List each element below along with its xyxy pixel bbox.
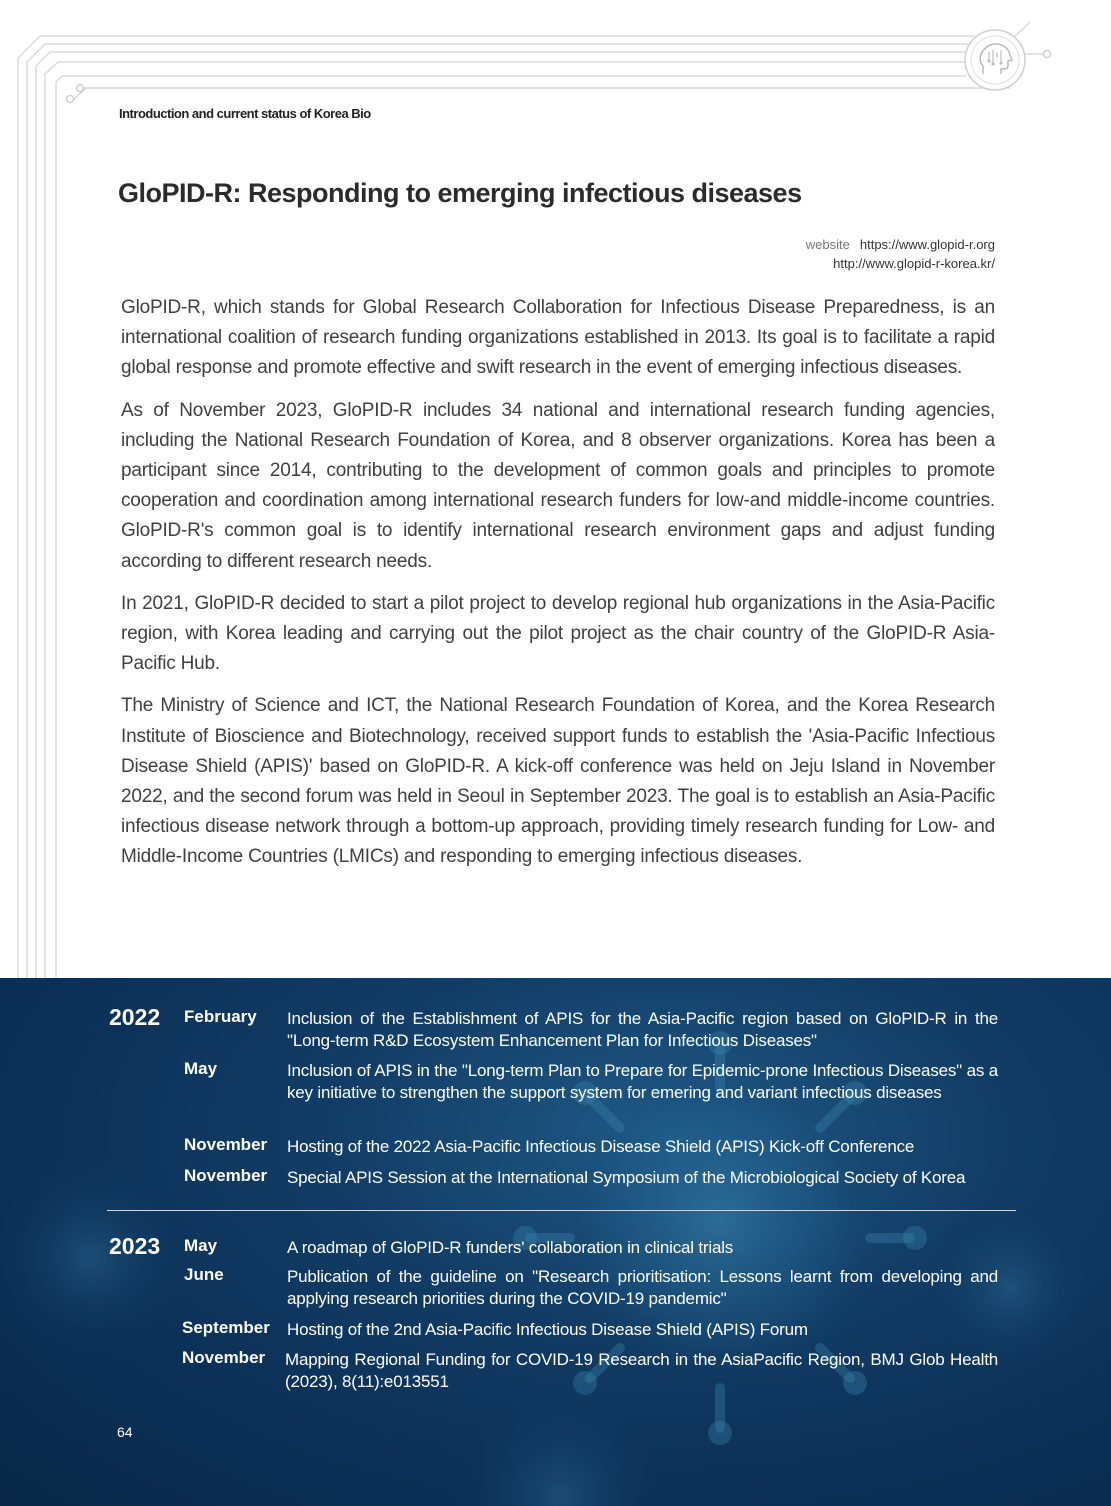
event-month: September [182,1318,270,1337]
event-month: February [184,1007,257,1026]
event-month: May [184,1236,218,1255]
event-month: November [184,1135,268,1154]
event-month: June [184,1265,224,1284]
event-description: Special APIS Session at the International Symposium of the Microbiological Society of Korea [287,1168,966,1187]
event-description: Hosting of the 2nd Asia-Pacific Infectious Disease Shield (APIS) Forum [287,1320,808,1339]
page-title: GloPID-R: Responding to emerging infectious diseases [118,178,802,208]
website-link-primary[interactable]: https://www.glopid-r.org [859,237,995,252]
paragraph: The Ministry of Science and ICT, the National Research Foundation of Korea, and the Korea Research Institute of Bioscience and Biotechnology, received support funds to establish the 'Asia-Pacific Infectious Disease Shield (APIS)' based on GloPID-R. A kick-off conference was held on Jeju Island in November 2022, and the second forum was held in Seoul in September 2023. The goal is to establish an Asia-Pacific infectious disease network through a bottom-up approach, providing timely research funding for Low- and Middle-Income Countries (LMICs) and responding to emerging infectious diseases. [121,695,995,868]
section-label: Introduction and current status of Korea Bio [119,106,371,121]
page-number: 64 [117,1424,133,1440]
paragraph: In 2021, GloPID-R decided to start a pilot project to develop regional hub organizations in the Asia-Pacific region, with Korea leading and carrying out the pilot project as the chair country of the GloPID-R Asia-Pacific Hub. [121,592,995,675]
year-divider [107,1210,1016,1211]
paragraph: GloPID-R, which stands for Global Research Collaboration for Infectious Disease Preparedness, is an international coalition of research funding organizations established in 2013. Its goal is to facilitate a rapid global response and promote effective and swift research in the event of emerging infectious diseases. [121,297,995,379]
event-month: November [182,1348,266,1367]
paragraph: As of November 2023, GloPID-R includes 34 national and international research funding agencies, including the National Research Foundation of Korea, and 8 observer organizations. Korea has been a participant since 2014, contributing to the development of common goals and principles to promote cooperation and coordination among international research funders for low-and middle-income countries. GloPID-R's common goal is to identify international research environment gaps and adjust funding according to different research needs. [121,399,995,572]
event-description: A roadmap of GloPID-R funders' collaboration in clinical trials [287,1238,734,1257]
website-label: website [805,237,850,252]
brain-head-icon [0,0,1111,120]
event-description: Hosting of the 2022 Asia-Pacific Infectious Disease Shield (APIS) Kick-off Conference [287,1137,915,1156]
event-month: May [184,1059,218,1078]
event-description: Publication of the guideline on "Research prioritisation: Lessons learnt from developing and applying research priorities during the COVID-19 pandemic" [287,1267,998,1308]
website-link-korea[interactable]: http://www.glopid-r-korea.kr/ [833,256,995,271]
website-block [806,235,995,273]
year-label: 2023 [109,1233,161,1259]
body-text [121,293,995,885]
event-description: Inclusion of APIS in the "Long-term Plan to Prepare for Epidemic-prone Infectious Diseases" as a key initiative to strengthen the support system for emering and variant infectious diseases [287,1061,998,1102]
year-label: 2022 [109,1004,161,1030]
event-description: Inclusion of the Establishment of APIS for the Asia-Pacific region based on GloPID-R in the "Long-term R&D Ecosystem Enhancement Plan for Infectious Diseases" [287,1009,998,1050]
event-description: Mapping Regional Funding for COVID-19 Research in the AsiaPacific Region, BMJ Glob Health (2023), 8(11):e013551 [285,1350,998,1391]
timeline-panel [0,978,1111,1506]
event-month: November [184,1166,268,1185]
